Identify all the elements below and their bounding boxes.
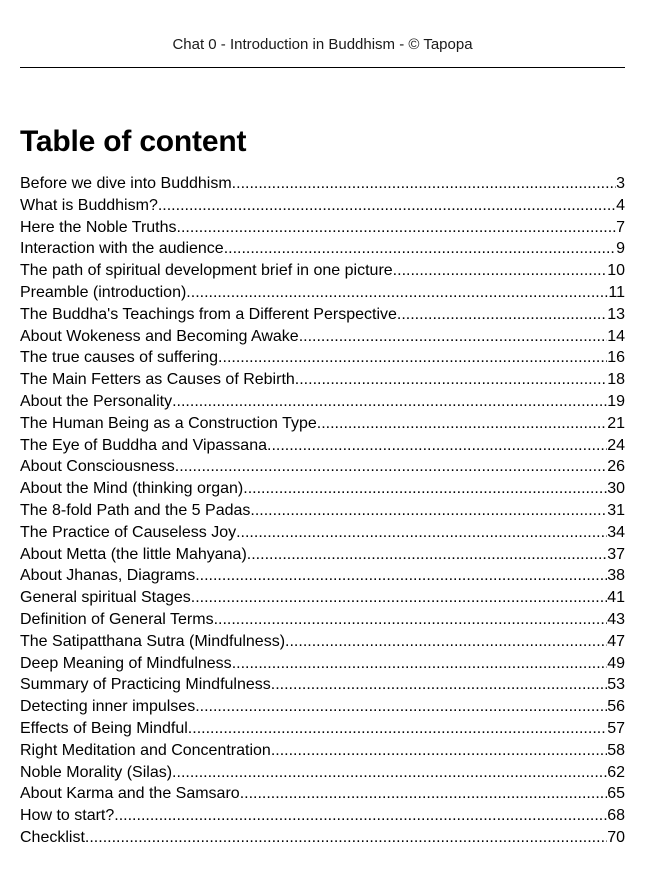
toc-entry[interactable] xyxy=(20,609,625,631)
toc-entry[interactable] xyxy=(20,587,625,609)
toc-dot-leader xyxy=(188,718,607,740)
toc-entry[interactable] xyxy=(20,653,625,675)
toc-dot-leader xyxy=(232,653,608,675)
toc-dot-leader xyxy=(218,347,607,369)
toc-page-number: 65 xyxy=(607,785,625,803)
toc-page-number: 9 xyxy=(616,240,625,258)
toc-page-number: 30 xyxy=(607,480,625,498)
toc-page-number: 21 xyxy=(607,414,625,432)
page-title: Table of content xyxy=(20,125,247,158)
toc-dot-leader xyxy=(195,565,607,587)
toc-dot-leader xyxy=(195,696,607,718)
header-divider xyxy=(20,67,625,68)
toc-entry[interactable] xyxy=(20,718,625,740)
toc-entry-title: The Practice of Causeless Joy xyxy=(20,523,237,541)
toc-page-number: 4 xyxy=(616,196,625,214)
toc-entry[interactable] xyxy=(20,631,625,653)
toc-entry[interactable] xyxy=(20,544,625,566)
toc-entry[interactable] xyxy=(20,805,625,827)
toc-entry[interactable] xyxy=(20,260,625,282)
toc-entry-title: About Wokeness and Becoming Awake xyxy=(20,327,299,345)
toc-page-number: 26 xyxy=(607,458,625,476)
toc-dot-leader xyxy=(271,740,607,762)
toc-entry-title: About the Personality xyxy=(20,392,173,410)
toc-page-number: 47 xyxy=(607,632,625,650)
toc-dot-leader xyxy=(285,631,607,653)
toc-entry[interactable] xyxy=(20,195,625,217)
toc-dot-leader xyxy=(250,500,607,522)
toc-entry-title: About Consciousness xyxy=(20,458,175,476)
toc-entry-title: Here the Noble Truths xyxy=(20,218,177,236)
toc-dot-leader xyxy=(191,587,607,609)
toc-dot-leader xyxy=(236,522,607,544)
toc-entry-title: Summary of Practicing Mindfulness xyxy=(20,676,271,694)
toc-entry-title: What is Buddhism? xyxy=(20,196,158,214)
toc-dot-leader xyxy=(317,413,607,435)
toc-page-number: 31 xyxy=(607,501,625,519)
toc-entry[interactable] xyxy=(20,282,625,304)
toc-entry[interactable] xyxy=(20,456,625,478)
toc-page-number: 70 xyxy=(607,828,625,846)
toc-entry-title: Detecting inner impulses xyxy=(20,698,196,716)
toc-entry[interactable] xyxy=(20,391,625,413)
toc-entry[interactable] xyxy=(20,217,625,239)
toc-entry[interactable] xyxy=(20,696,625,718)
toc-entry[interactable] xyxy=(20,304,625,326)
toc-entry[interactable] xyxy=(20,522,625,544)
toc-entry-title: Definition of General Terms xyxy=(20,610,214,628)
toc-entry-title: Preamble (introduction) xyxy=(20,283,187,301)
toc-dot-leader xyxy=(114,805,607,827)
toc-dot-leader xyxy=(295,369,607,391)
toc-entry-title: The 8-fold Path and the 5 Padas xyxy=(20,501,251,519)
toc-dot-leader xyxy=(172,762,607,784)
toc-entry[interactable] xyxy=(20,173,625,195)
toc-entry[interactable] xyxy=(20,827,625,849)
toc-entry-title: Noble Morality (Silas) xyxy=(20,763,173,781)
toc-dot-leader xyxy=(232,173,616,195)
toc-dot-leader xyxy=(243,478,607,500)
toc-entry-title: Deep Meaning of Mindfulness xyxy=(20,654,232,672)
toc-entry-title: Effects of Being Mindful xyxy=(20,719,188,737)
toc-entry-title: General spiritual Stages xyxy=(20,589,191,607)
toc-page-number: 18 xyxy=(607,371,625,389)
toc-entry[interactable] xyxy=(20,740,625,762)
toc-page-number: 41 xyxy=(607,589,625,607)
toc-entry-title: How to start? xyxy=(20,807,115,825)
toc-dot-leader xyxy=(240,783,608,805)
toc-entry[interactable] xyxy=(20,674,625,696)
toc-entry[interactable] xyxy=(20,326,625,348)
toc-page-number: 56 xyxy=(607,698,625,716)
toc-entry-title: The Human Being as a Construction Type xyxy=(20,414,317,432)
toc-entry-title: About Metta (the little Mahyana) xyxy=(20,545,247,563)
toc-dot-leader xyxy=(175,456,607,478)
toc-page-number: 49 xyxy=(607,654,625,672)
toc-dot-leader xyxy=(172,391,607,413)
toc-page-number: 58 xyxy=(607,741,625,759)
toc-page-number: 10 xyxy=(607,262,625,280)
toc-dot-leader xyxy=(186,282,608,304)
toc-dot-leader xyxy=(397,304,607,326)
toc-entry[interactable] xyxy=(20,238,625,260)
toc-dot-leader xyxy=(158,195,616,217)
toc-dot-leader xyxy=(247,544,607,566)
table-of-contents xyxy=(20,173,625,849)
toc-entry-title: The true causes of suffering xyxy=(20,349,219,367)
toc-entry-title: Checklist xyxy=(20,828,85,846)
toc-entry-title: The Main Fetters as Causes of Rebirth xyxy=(20,371,295,389)
toc-page-number: 16 xyxy=(607,349,625,367)
toc-entry-title: About Karma and the Samsaro xyxy=(20,785,240,803)
toc-page-number: 3 xyxy=(616,175,625,192)
toc-page-number: 68 xyxy=(607,807,625,825)
toc-page-number: 37 xyxy=(607,545,625,563)
toc-page-number: 14 xyxy=(607,327,625,345)
toc-entry-title: The Satipatthana Sutra (Mindfulness) xyxy=(20,632,286,650)
toc-entry[interactable] xyxy=(20,478,625,500)
toc-dot-leader xyxy=(271,674,607,696)
toc-dot-leader xyxy=(224,238,616,260)
toc-entry-title: The path of spiritual development brief in one picture xyxy=(20,262,393,280)
toc-entry-title: The Eye of Buddha and Vipassana xyxy=(20,436,267,454)
toc-dot-leader xyxy=(393,260,608,282)
toc-page-number: 13 xyxy=(607,305,625,323)
toc-entry-title: About the Mind (thinking organ) xyxy=(20,480,244,498)
toc-dot-leader xyxy=(267,435,607,457)
toc-page-number: 38 xyxy=(607,567,625,585)
toc-page-number: 7 xyxy=(616,218,625,236)
toc-page-number: 34 xyxy=(607,523,625,541)
toc-entry-title: Before we dive into Buddhism xyxy=(20,175,232,192)
toc-page-number: 57 xyxy=(607,719,625,737)
toc-entry-title: About Jhanas, Diagrams xyxy=(20,567,196,585)
toc-page-number: 11 xyxy=(608,283,625,301)
toc-entry[interactable] xyxy=(20,413,625,435)
toc-entry[interactable] xyxy=(20,347,625,369)
toc-entry-title: The Buddha's Teachings from a Different Perspective xyxy=(20,305,397,323)
toc-dot-leader xyxy=(177,217,617,239)
toc-page-number: 19 xyxy=(607,392,625,410)
toc-entry[interactable] xyxy=(20,783,625,805)
toc-dot-leader xyxy=(299,326,608,348)
toc-page-number: 62 xyxy=(607,763,625,781)
toc-entry[interactable] xyxy=(20,500,625,522)
toc-entry[interactable] xyxy=(20,369,625,391)
running-header: Chat 0 - Introduction in Buddhism - © Tapopa xyxy=(172,36,473,53)
toc-dot-leader xyxy=(85,827,607,849)
toc-entry[interactable] xyxy=(20,435,625,457)
toc-entry[interactable] xyxy=(20,762,625,784)
toc-entry-title: Interaction with the audience xyxy=(20,240,224,258)
toc-page-number: 53 xyxy=(607,676,625,694)
toc-dot-leader xyxy=(214,609,608,631)
toc-page-number: 43 xyxy=(607,610,625,628)
toc-page-number: 24 xyxy=(607,436,625,454)
toc-entry[interactable] xyxy=(20,565,625,587)
toc-entry-title: Right Meditation and Concentration xyxy=(20,741,271,759)
